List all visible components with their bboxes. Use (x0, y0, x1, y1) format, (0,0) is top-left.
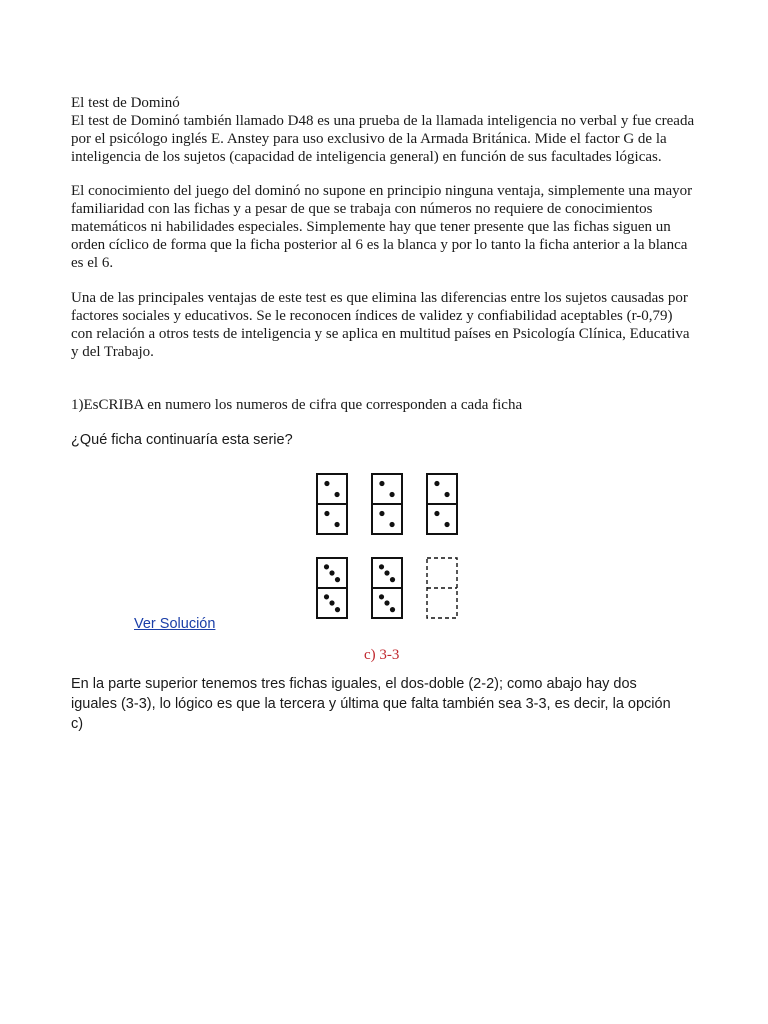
domino-tile (372, 474, 402, 534)
domino-pip (379, 564, 384, 569)
instruction-line: 1)EsCRIBA en numero los numeros de cifra que corresponden a cada ficha (71, 397, 523, 413)
domino-pip (335, 577, 340, 582)
domino-pip (384, 600, 389, 605)
text-line: y del Trabajo. (71, 344, 154, 360)
text-line: matemáticos ni habilidades especiales. Simplemente hay que tener presente que las fichas siguen un (71, 219, 671, 235)
domino-pip (334, 492, 339, 497)
domino-pip (444, 492, 449, 497)
domino-pip (389, 492, 394, 497)
domino-tile (427, 474, 457, 534)
explanation-paragraph (71, 674, 711, 734)
text-line: El test de Dominó también llamado D48 es una prueba de la llamada inteligencia no verbal y fue creada (71, 113, 695, 129)
domino-pip (384, 570, 389, 575)
domino-pip (434, 511, 439, 516)
domino-pip (379, 481, 384, 486)
domino-tile (317, 558, 347, 618)
text-line: factores sociales y educativos. Se le reconocen índices de validez y confiabilidad aceptables (r-0,79) (71, 308, 673, 324)
domino-pip (444, 522, 449, 527)
domino-pip (389, 522, 394, 527)
text-line: iguales (3-3), lo lógico es que la tercera y última que falta también sea 3-3, es decir, la opción (71, 696, 671, 712)
domino-pip (324, 564, 329, 569)
domino-pip (335, 607, 340, 612)
question-text (71, 430, 711, 450)
text-line: c) (71, 716, 84, 732)
domino-pip (434, 481, 439, 486)
domino-pip (379, 511, 384, 516)
text-line: por el psicólogo inglés E. Anstey para uso exclusivo de la Armada Británica. Mide el factor G de la (71, 131, 667, 147)
domino-pip (324, 594, 329, 599)
document-title: El test de Dominó (71, 95, 180, 111)
domino-pip (379, 594, 384, 599)
domino-pip (334, 522, 339, 527)
domino-pip (329, 570, 334, 575)
question-line: ¿Qué ficha continuaría esta serie? (71, 432, 293, 448)
domino-figure (312, 466, 464, 622)
domino-pip (390, 607, 395, 612)
text-line: familiaridad con las fichas y a pesar de que se trabaja con números no requiere de conocimientos (71, 201, 653, 217)
domino-pip (329, 600, 334, 605)
text-line: orden cíclico de forma que la ficha posterior al 6 es la blanca y por lo tanto la ficha anterior a la blanca (71, 237, 688, 253)
text-line: Una de las principales ventajas de este test es que elimina las diferencias entre los sujetos causadas por (71, 290, 688, 306)
advantages-paragraph (71, 289, 711, 361)
intro-paragraph (71, 94, 711, 166)
domino-tile (317, 474, 347, 534)
instruction-text (71, 396, 711, 414)
text-line: inteligencia de los sujetos (capacidad de inteligencia general) en función de sus facultades lógicas. (71, 149, 662, 165)
domino-pip (324, 511, 329, 516)
domino-pip (390, 577, 395, 582)
text-line: El conocimiento del juego del dominó no supone en principio ninguna ventaja, simplemente una mayor (71, 183, 693, 199)
ver-solucion-link[interactable]: Ver Solución (134, 616, 216, 632)
text-line: En la parte superior tenemos tres fichas iguales, el dos-doble (2-2); como abajo hay dos (71, 676, 637, 692)
missing-domino-tile (427, 558, 457, 618)
text-line: con relación a otros tests de inteligencia y se aplica en multitud países en Psicología Clínica, Educativa (71, 326, 690, 342)
knowledge-paragraph (71, 182, 711, 272)
domino-pip (324, 481, 329, 486)
domino-tile (372, 558, 402, 618)
text-line: es el 6. (71, 255, 114, 271)
answer-text: c) 3-3 (364, 647, 400, 663)
